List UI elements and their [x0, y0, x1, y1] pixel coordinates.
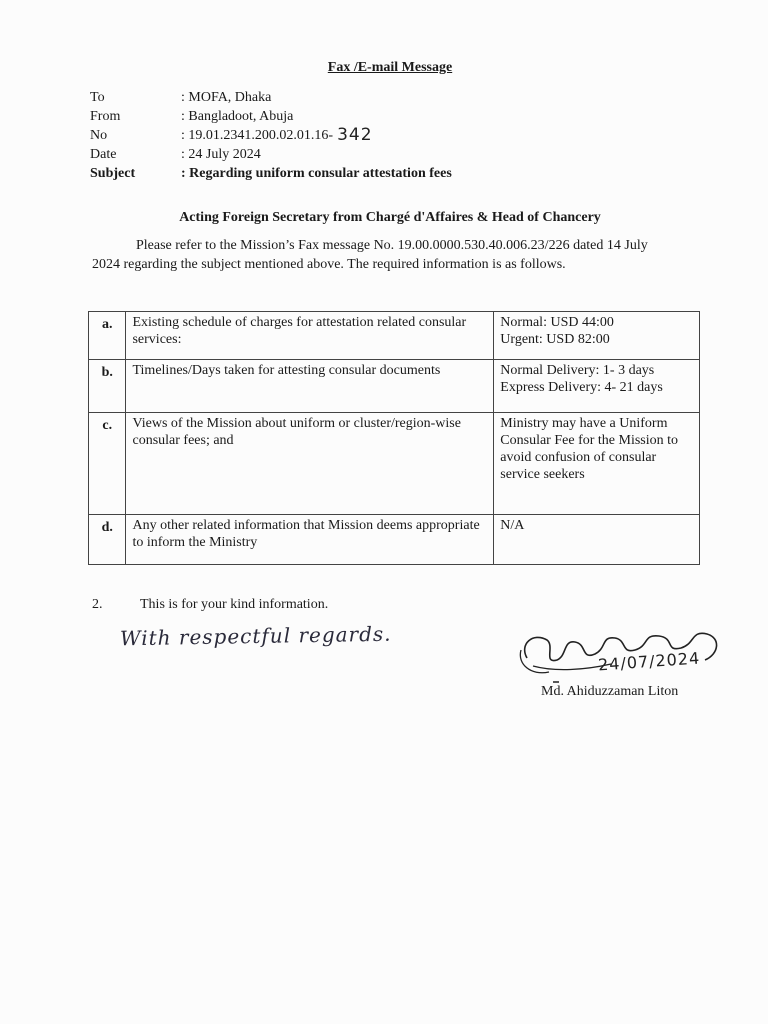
answer-line: Ministry may have a Uniform Consular Fee for the Mission to avoid confusion of consular service seekers: [500, 416, 679, 482]
table-row: [89, 360, 700, 413]
row-answer: [494, 312, 700, 360]
row-label: d.: [89, 515, 126, 565]
answer-line: Urgent: USD 82:00: [500, 332, 610, 347]
field-value: : Bangladoot, Abuja: [181, 109, 294, 124]
handwritten-reference-number: 342: [337, 125, 373, 145]
intro-paragraph: Please refer to the Mission’s Fax message No. 19.00.0000.530.40.006.23/226 dated 14 July 2024 regarding the subject mentioned above. The required information is as follows.: [92, 238, 648, 272]
field-label: From: [90, 109, 121, 124]
field-value: : MOFA, Dhaka: [181, 90, 272, 105]
field-subject: [90, 164, 452, 183]
paragraph-number: 2.: [92, 597, 103, 612]
row-label: b.: [89, 360, 126, 413]
document-title: Fax /E-mail Message: [327, 60, 453, 75]
answer-line: N/A: [500, 518, 525, 533]
field-to: [90, 88, 452, 107]
row-description: Views of the Mission about uniform or cluster/region-wise consular fees; and: [126, 413, 494, 515]
answer-line: Normal Delivery: 1- 3 days: [500, 363, 655, 378]
row-answer: [494, 360, 700, 413]
field-value: : 19.01.2341.200.02.01.16-: [181, 128, 334, 143]
closing-text: This is for your kind information.: [140, 597, 329, 612]
information-table: [88, 311, 700, 565]
signature-date: 24/07/2024: [597, 648, 701, 675]
row-label: c.: [89, 413, 126, 515]
row-description: Any other related information that Mission deems appropriate to inform the Ministry: [126, 515, 494, 565]
field-label: To: [90, 90, 105, 105]
table-row: [89, 515, 700, 565]
row-description: Timelines/Days taken for attesting consular documents: [126, 360, 494, 413]
field-label: No: [90, 128, 108, 143]
row-answer: [494, 515, 700, 565]
field-label: Date: [90, 147, 117, 162]
answer-line: Normal: USD 44:00: [500, 315, 614, 330]
field-from: [90, 107, 452, 126]
field-value: : Regarding uniform consular attestation fees: [181, 166, 452, 181]
table-row: [89, 413, 700, 515]
row-description: Existing schedule of charges for attestation related consular services:: [126, 312, 494, 360]
field-date: [90, 145, 452, 164]
row-label: a.: [89, 312, 126, 360]
field-value: : 24 July 2024: [181, 147, 261, 162]
field-no: [90, 126, 452, 145]
row-answer: [494, 413, 700, 515]
handwritten-note: With respectful regards.: [119, 621, 392, 651]
signer-name: Md. Ahiduzzaman Liton: [541, 684, 679, 699]
message-heading: Acting Foreign Secretary from Chargé d'Affaires & Head of Chancery: [179, 210, 601, 225]
header-fields: [90, 88, 452, 183]
table-row: [89, 312, 700, 360]
answer-line: Express Delivery: 4- 21 days: [500, 380, 663, 395]
field-label: Subject: [90, 166, 136, 181]
closing-paragraph: [92, 597, 328, 613]
